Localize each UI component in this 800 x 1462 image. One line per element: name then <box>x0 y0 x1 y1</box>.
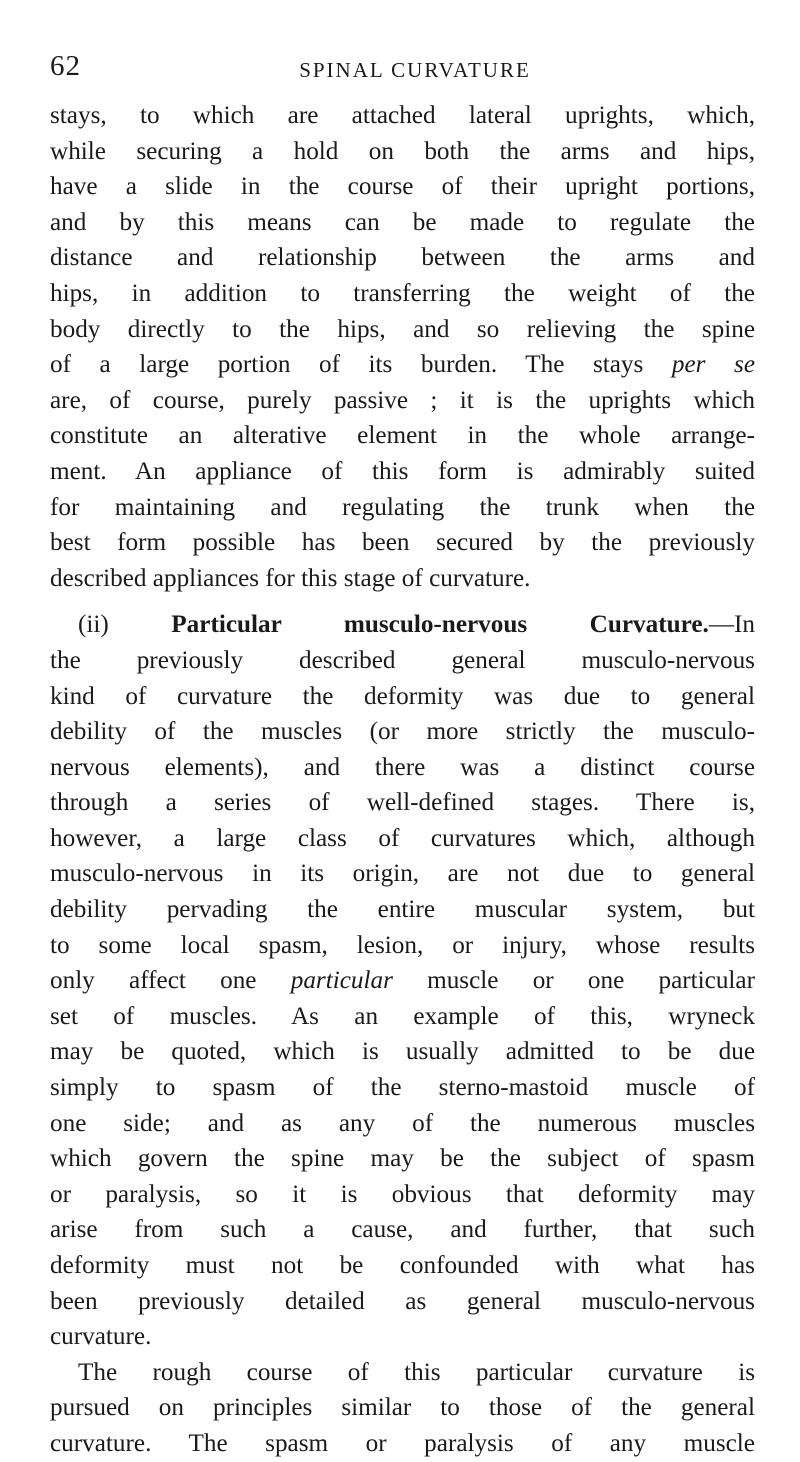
text-line: have a slide in the course of their upright portions, <box>50 173 755 201</box>
section-heading: Particular musculo-nervous Curvature. <box>171 611 709 639</box>
text-segment: —In <box>708 611 756 639</box>
text-line: debility of the muscles (or more strictly the musculo- <box>50 718 755 746</box>
body-text <box>50 98 755 1462</box>
section-numeral: (ii) <box>78 611 109 639</box>
text-line: stays, to which are attached lateral uprights, which, <box>50 102 755 129</box>
text-line: to some local spasm, lesion, or injury, whose results <box>50 931 755 959</box>
text-line: been previously detailed as general musculo-nervous <box>50 1287 755 1315</box>
text-line: are, of course, purely passive ; it is the uprights which <box>50 386 755 414</box>
text-line: simply to spasm of the sterno-mastoid muscle of <box>50 1074 755 1102</box>
text-line: curvature. The spasm or paralysis of any muscle <box>50 1429 755 1457</box>
text-line: constitute an alterative element in the whole arrange- <box>50 422 755 450</box>
page-number: 62 <box>50 50 81 82</box>
text-segment: muscle or one particular <box>427 967 755 995</box>
text-line: and by this means can be made to regulate the <box>50 208 755 236</box>
text-line: however, a large class of curvatures which, although <box>50 824 755 852</box>
text-line: may be quoted, which is usually admitted to be due <box>50 1038 755 1066</box>
text-line: set of muscles. As an example of this, wryneck <box>50 1002 755 1030</box>
text-line: hips, in addition to transferring the weight of the <box>50 279 755 307</box>
text-line: deformity must not be confounded with what has <box>50 1252 755 1279</box>
text-line: debility pervading the entire muscular system, but <box>50 896 755 924</box>
text-line: pursued on principles similar to those of the general <box>50 1394 755 1422</box>
text-line: nervous elements), and there was a distinct course <box>50 753 755 781</box>
text-line: best form possible has been secured by the previously <box>50 529 755 557</box>
text-line: or paralysis, so it is obvious that deformity may <box>50 1180 755 1208</box>
text-line: through a series of well-defined stages. There is, <box>50 789 755 817</box>
text-line: described appliances for this stage of curvature. <box>50 564 531 592</box>
text-line: musculo-nervous in its origin, are not due to general <box>50 860 755 888</box>
section-heading-line <box>50 607 755 643</box>
text-line: which govern the spine may be the subject of spasm <box>50 1145 755 1173</box>
running-title: SPINAL CURVATURE <box>299 58 531 82</box>
text-line: ment. An appliance of this form is admirably suited <box>50 457 755 485</box>
text-line: curvature. <box>50 1323 152 1351</box>
text-line: one side; and as any of the numerous muscles <box>50 1109 755 1137</box>
text-line: distance and relationship between the arms and <box>50 244 755 272</box>
text-line: arise from such a cause, and further, that such <box>50 1216 755 1244</box>
running-head <box>50 50 755 90</box>
text-line: while securing a hold on both the arms and hips, <box>50 137 755 165</box>
text-segment: only affect one <box>50 967 257 995</box>
text-line: body directly to the hips, and so relieving the spine <box>50 315 755 343</box>
text-line: the previously described general musculo-nervous <box>50 646 755 674</box>
text-line <box>50 347 755 383</box>
text-line: The rough course of this particular curvature is <box>78 1358 755 1386</box>
italic-word: particular <box>290 967 393 995</box>
italic-phrase: per se <box>671 351 756 379</box>
text-segment: of a large portion of its burden. The stays <box>50 351 644 379</box>
paragraph-gap <box>50 596 755 607</box>
text-line <box>50 963 755 999</box>
text-line: kind of curvature the deformity was due to general <box>50 682 755 710</box>
text-line: for maintaining and regulating the trunk when the <box>50 493 755 521</box>
